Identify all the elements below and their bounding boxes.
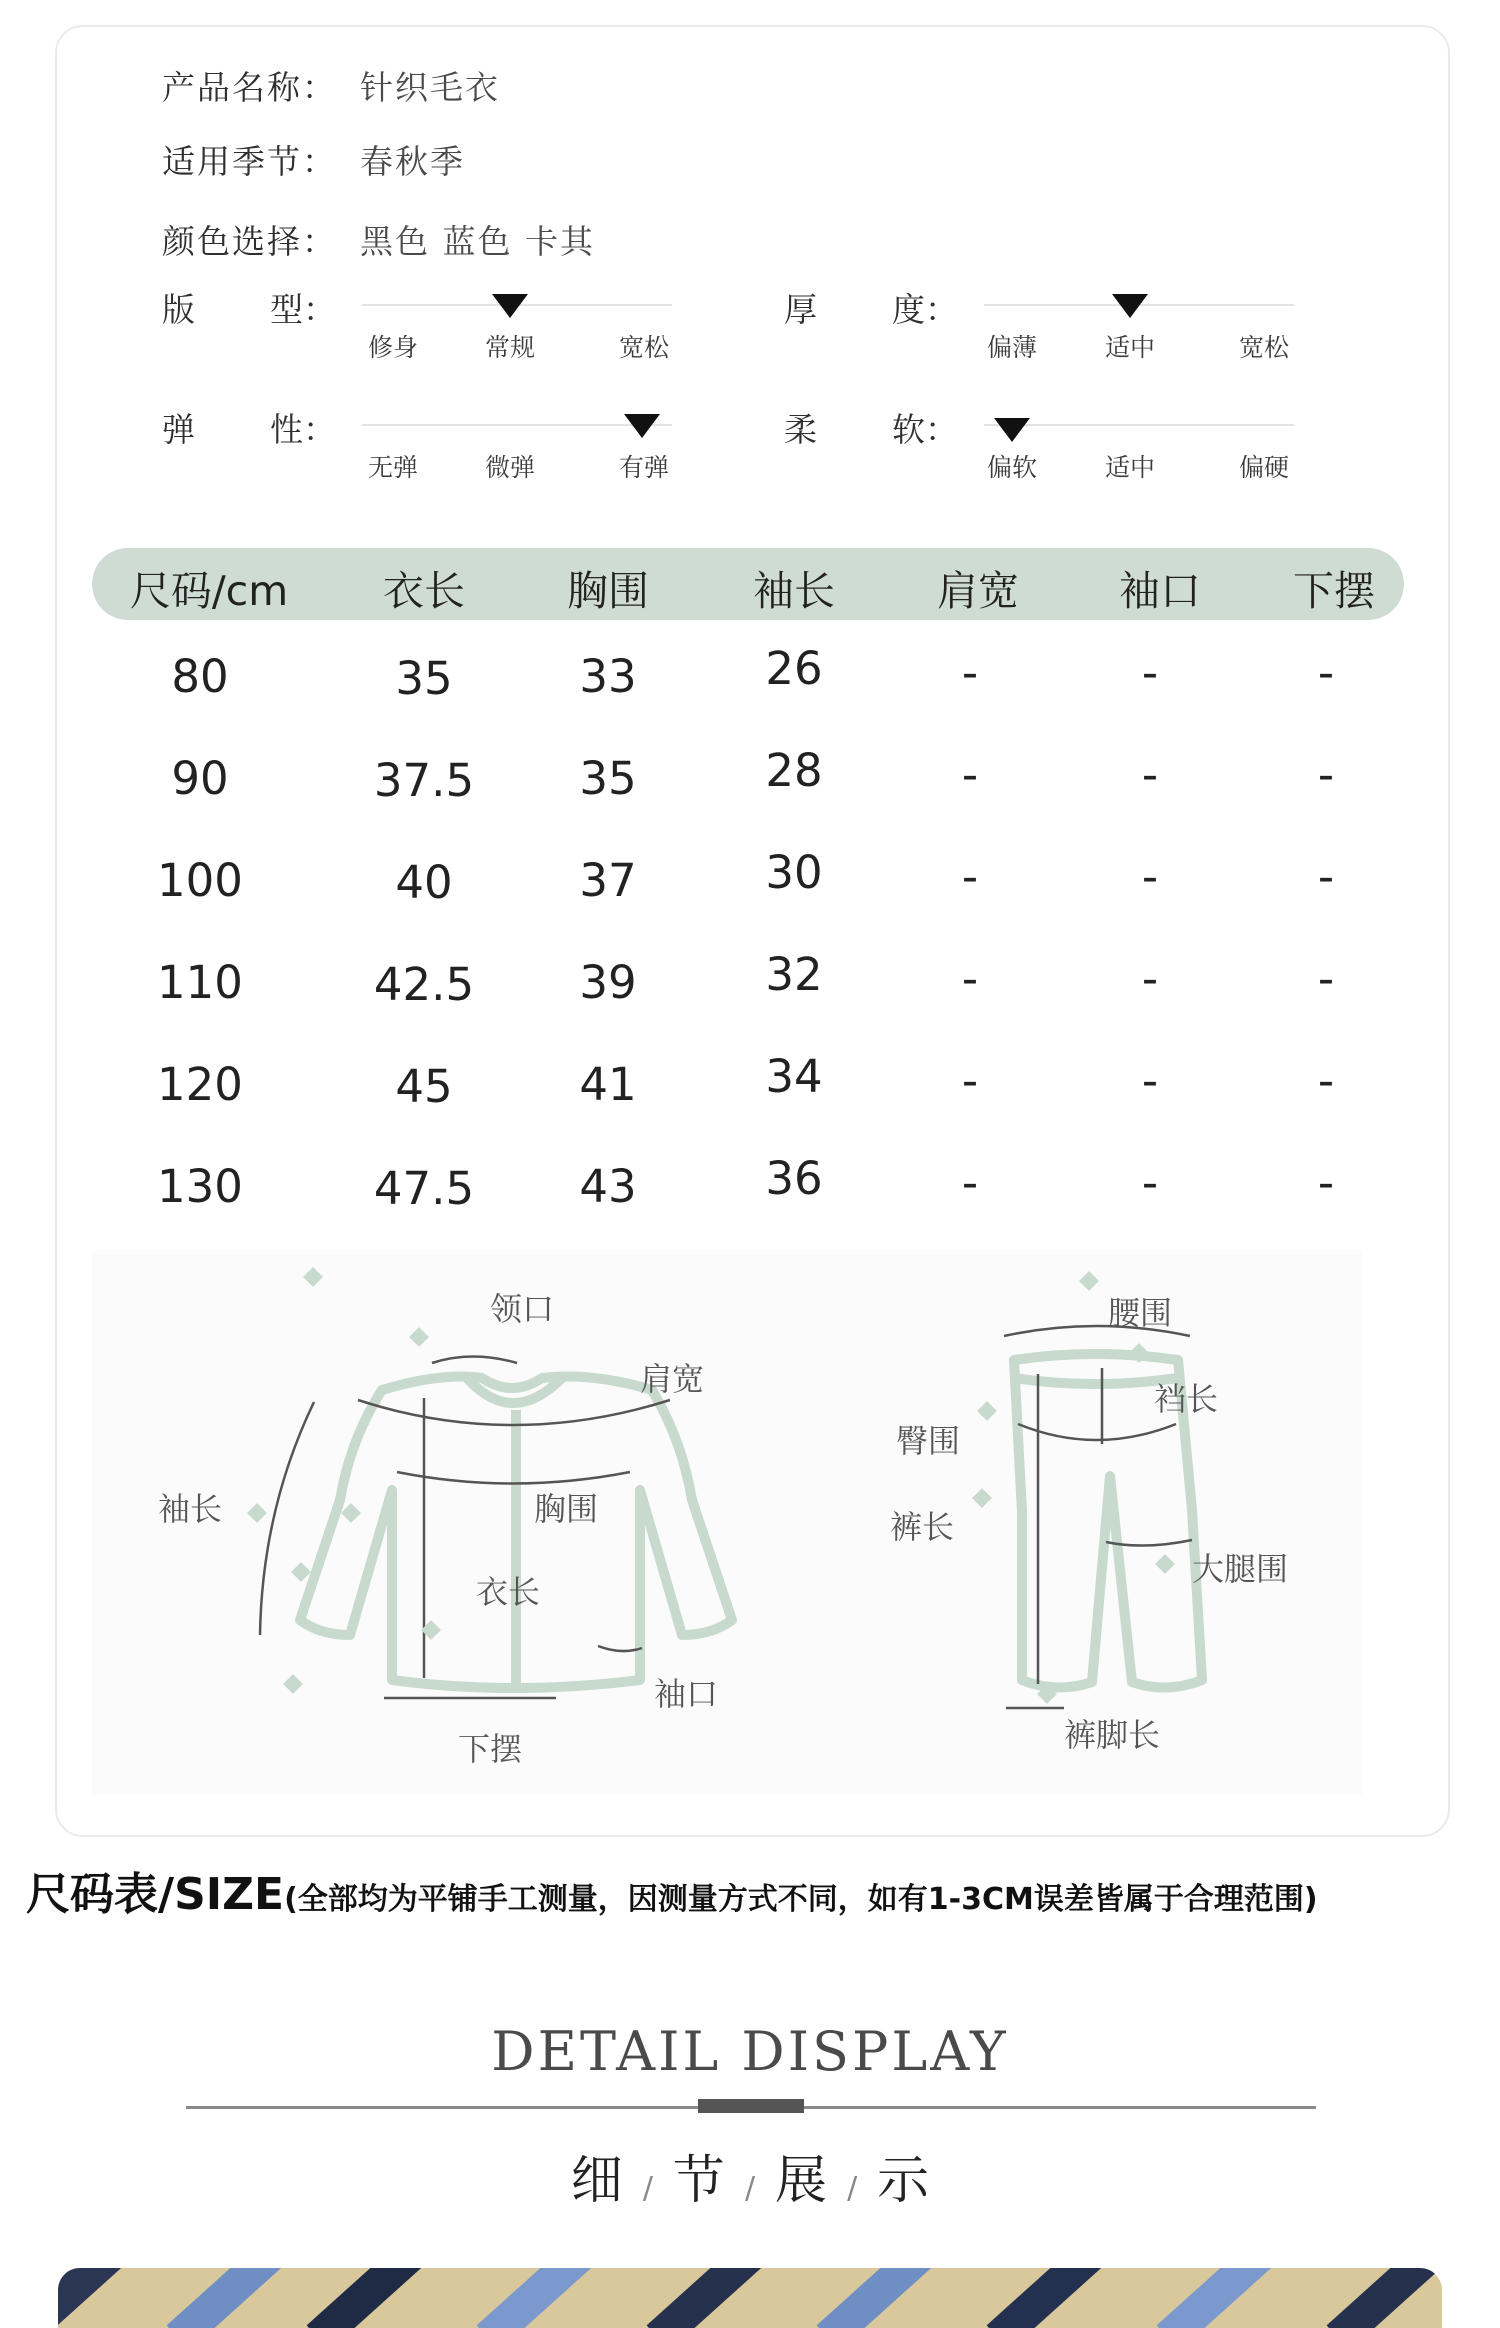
label-rise: 裆长 [1154, 1380, 1219, 1418]
product-name-value: 针织毛衣 [360, 68, 500, 107]
cell-hem: - [1317, 952, 1335, 1005]
fit-marker [492, 294, 528, 318]
header-sleeve: 袖长 [753, 567, 835, 615]
cell-hem: - [1317, 646, 1335, 699]
detail-char: 节 [672, 2151, 725, 2211]
softness-option-0: 偏软 [986, 453, 1038, 482]
label-waist: 腰围 [1108, 1294, 1173, 1332]
cell-chest: 33 [579, 650, 637, 703]
thickness-option-0: 偏薄 [986, 333, 1038, 362]
caption-title: 尺码表/SIZE [26, 1869, 285, 1920]
cell-size: 100 [157, 854, 243, 907]
softness-label-a: 柔 [784, 410, 817, 449]
label-shoulder: 肩宽 [640, 1360, 705, 1398]
cell-cuff: - [1141, 748, 1159, 801]
cell-hem: - [1317, 850, 1335, 903]
cell-sleeve: 30 [765, 846, 823, 899]
softness-option-2: 偏硬 [1238, 453, 1290, 482]
cell-chest: 39 [579, 956, 637, 1009]
cell-sleeve: 26 [765, 642, 823, 695]
size-table-header [92, 548, 1404, 620]
cell-shoulder: - [961, 850, 979, 903]
cell-shoulder: - [961, 1156, 979, 1209]
softness-label-b: 软： [892, 410, 958, 449]
elasticity-label-b: 性： [270, 410, 336, 449]
cell-shoulder: - [961, 1054, 979, 1107]
header-chest: 胸围 [567, 567, 649, 615]
cell-size: 110 [157, 956, 243, 1009]
detail-separator: / [744, 2171, 756, 2206]
elasticity-marker [624, 414, 660, 438]
color-row [162, 216, 595, 266]
cell-cuff: - [1141, 1054, 1159, 1107]
thickness-option-1: 适中 [1104, 333, 1156, 362]
detail-char: 示 [877, 2151, 930, 2211]
cell-chest: 41 [579, 1058, 637, 1111]
cell-length: 35 [395, 652, 453, 705]
sweater-outline-icon [300, 1377, 732, 1689]
cell-cuff: - [1141, 1156, 1159, 1209]
cell-hem: - [1317, 748, 1335, 801]
fit-option-0: 修身 [367, 333, 419, 362]
cell-chest: 35 [579, 752, 637, 805]
cell-size: 130 [157, 1160, 243, 1213]
detail-heading-chinese [0, 2138, 1500, 2213]
fit-label-b: 型： [270, 290, 336, 329]
detail-separator: / [847, 2171, 858, 2206]
sweater-arrows [260, 1357, 670, 1699]
cell-size: 90 [171, 752, 229, 805]
cell-cuff: - [1141, 850, 1159, 903]
cell-length: 42.5 [373, 958, 475, 1011]
cell-shoulder: - [961, 952, 979, 1005]
label-hip: 臀围 [896, 1422, 961, 1460]
cell-length: 37.5 [373, 754, 475, 807]
color-value: 黑色 蓝色 卡其 [360, 222, 595, 261]
header-length: 衣长 [383, 567, 465, 615]
divider-accent [698, 2099, 804, 2113]
cell-cuff: - [1141, 646, 1159, 699]
elasticity-option-1: 微弹 [484, 453, 536, 482]
header-hem: 下摆 [1293, 567, 1375, 615]
header-cuff: 袖口 [1119, 567, 1201, 615]
label-thigh: 大腿围 [1192, 1550, 1289, 1588]
product-name-row [162, 62, 500, 112]
cell-sleeve: 28 [765, 744, 823, 797]
elasticity-option-0: 无弹 [367, 453, 419, 482]
elasticity-label-a: 弹 [162, 410, 195, 449]
label-sleeve: 袖长 [158, 1490, 223, 1528]
cell-chest: 37 [579, 854, 637, 907]
season-row [162, 136, 465, 186]
label-hem: 下摆 [458, 1730, 523, 1768]
softness-marker [994, 418, 1030, 442]
cell-size: 120 [157, 1058, 243, 1111]
fit-option-1: 常规 [484, 333, 536, 362]
cell-shoulder: - [961, 646, 979, 699]
thickness-marker [1112, 294, 1148, 318]
color-label: 颜色选择： [162, 222, 337, 261]
cell-hem: - [1317, 1054, 1335, 1107]
knit-stripes-image [58, 2268, 1442, 2328]
detail-char: 细 [570, 2151, 623, 2211]
cell-hem: - [1317, 1156, 1335, 1209]
cell-sleeve: 36 [765, 1152, 823, 1205]
thickness-label-b: 度： [892, 290, 958, 329]
detail-separator: / [642, 2171, 653, 2206]
diamond-markers [247, 1267, 1175, 1704]
header-size: 尺码/cm [129, 567, 289, 615]
header-shoulder: 肩宽 [937, 567, 1019, 615]
cell-sleeve: 32 [765, 948, 823, 1001]
garment-diagram-svg [92, 1250, 1362, 1795]
elasticity-option-2: 有弹 [618, 453, 670, 482]
product-name-label: 产品名称： [162, 68, 337, 107]
cell-length: 40 [395, 856, 453, 909]
season-value: 春秋季 [360, 142, 465, 181]
caption-note: (全部均为平铺手工测量，因测量方式不同，如有1-3CM误差皆属于合理范围) [284, 1882, 1318, 1917]
label-collar: 领口 [490, 1290, 555, 1328]
cell-shoulder: - [961, 748, 979, 801]
cell-length: 45 [395, 1060, 453, 1113]
cell-chest: 43 [579, 1160, 637, 1213]
label-leg-opening: 裤脚长 [1064, 1716, 1161, 1754]
thickness-option-2: 宽松 [1238, 333, 1290, 362]
cell-length: 47.5 [373, 1162, 475, 1215]
measurement-diagram [92, 1250, 1362, 1795]
knit-detail-photo [58, 2268, 1442, 2328]
season-label: 适用季节： [162, 142, 337, 181]
fit-option-2: 宽松 [618, 333, 670, 362]
cell-size: 80 [171, 650, 229, 703]
softness-option-1: 适中 [1104, 453, 1156, 482]
detail-heading-english: DETAIL DISPLAY [491, 2020, 1009, 2083]
size-chart-caption [26, 1858, 1318, 1922]
thickness-label-a: 厚 [784, 290, 817, 329]
label-length: 衣长 [476, 1573, 541, 1611]
label-chest: 胸围 [534, 1490, 599, 1528]
label-pants-length: 裤长 [890, 1508, 955, 1546]
label-cuff: 袖口 [654, 1675, 719, 1713]
cell-sleeve: 34 [765, 1050, 823, 1103]
cell-cuff: - [1141, 952, 1159, 1005]
fit-label-a: 版 [162, 290, 195, 329]
detail-char: 展 [775, 2151, 828, 2211]
